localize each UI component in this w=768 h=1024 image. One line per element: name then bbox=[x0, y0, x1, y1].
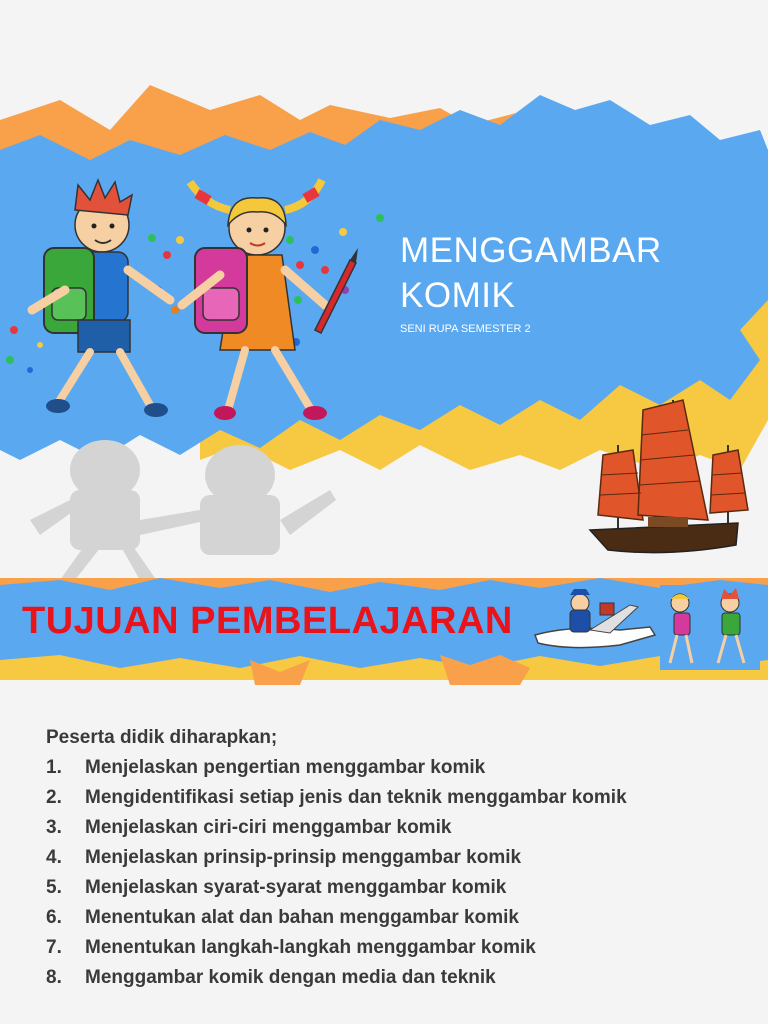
slide-title-line-1: MENGGAMBAR bbox=[400, 231, 662, 270]
list-item-text: Menjelaskan syarat-syarat menggambar komik bbox=[85, 877, 507, 898]
section-title: TUJUAN PEMBELAJARAN bbox=[22, 600, 513, 642]
objectives-intro: Peserta didik diharapkan; bbox=[46, 727, 278, 748]
list-item bbox=[46, 813, 746, 843]
list-item bbox=[46, 873, 746, 903]
list-item-number: 6. bbox=[46, 907, 62, 928]
list-item-text: Menentukan alat dan bahan menggambar komik bbox=[85, 907, 519, 928]
list-item-number: 1. bbox=[46, 757, 62, 778]
list-item-text: Mengidentifikasi setiap jenis dan teknik menggambar komik bbox=[85, 787, 627, 808]
list-item-text: Menjelaskan ciri-ciri menggambar komik bbox=[85, 817, 452, 838]
list-item bbox=[46, 753, 746, 783]
list-item-text: Menjelaskan prinsip-prinsip menggambar komik bbox=[85, 847, 522, 868]
list-item-text: Menentukan langkah-langkah menggambar komik bbox=[85, 937, 536, 958]
list-item-number: 7. bbox=[46, 937, 62, 958]
slide-subtitle: SENI RUPA SEMESTER 2 bbox=[400, 323, 531, 335]
objectives-list bbox=[46, 723, 746, 993]
list-item bbox=[46, 783, 746, 813]
list-item bbox=[46, 933, 746, 963]
slide-title-line-2: KOMIK bbox=[400, 276, 516, 315]
list-item-number: 4. bbox=[46, 847, 62, 868]
list-item-number: 3. bbox=[46, 817, 62, 838]
kids-small-illustration bbox=[660, 585, 760, 670]
list-item bbox=[46, 903, 746, 933]
list-item-number: 8. bbox=[46, 967, 62, 988]
list-item-text: Menggambar komik dengan media dan teknik bbox=[85, 967, 496, 988]
list-item bbox=[46, 843, 746, 873]
list-item bbox=[46, 963, 746, 993]
pilot-airplane-illustration bbox=[530, 585, 660, 660]
list-item-text: Menjelaskan pengertian menggambar komik bbox=[85, 757, 486, 778]
list-item-number: 5. bbox=[46, 877, 62, 898]
list-item-number: 2. bbox=[46, 787, 62, 808]
slide-title bbox=[400, 228, 740, 318]
